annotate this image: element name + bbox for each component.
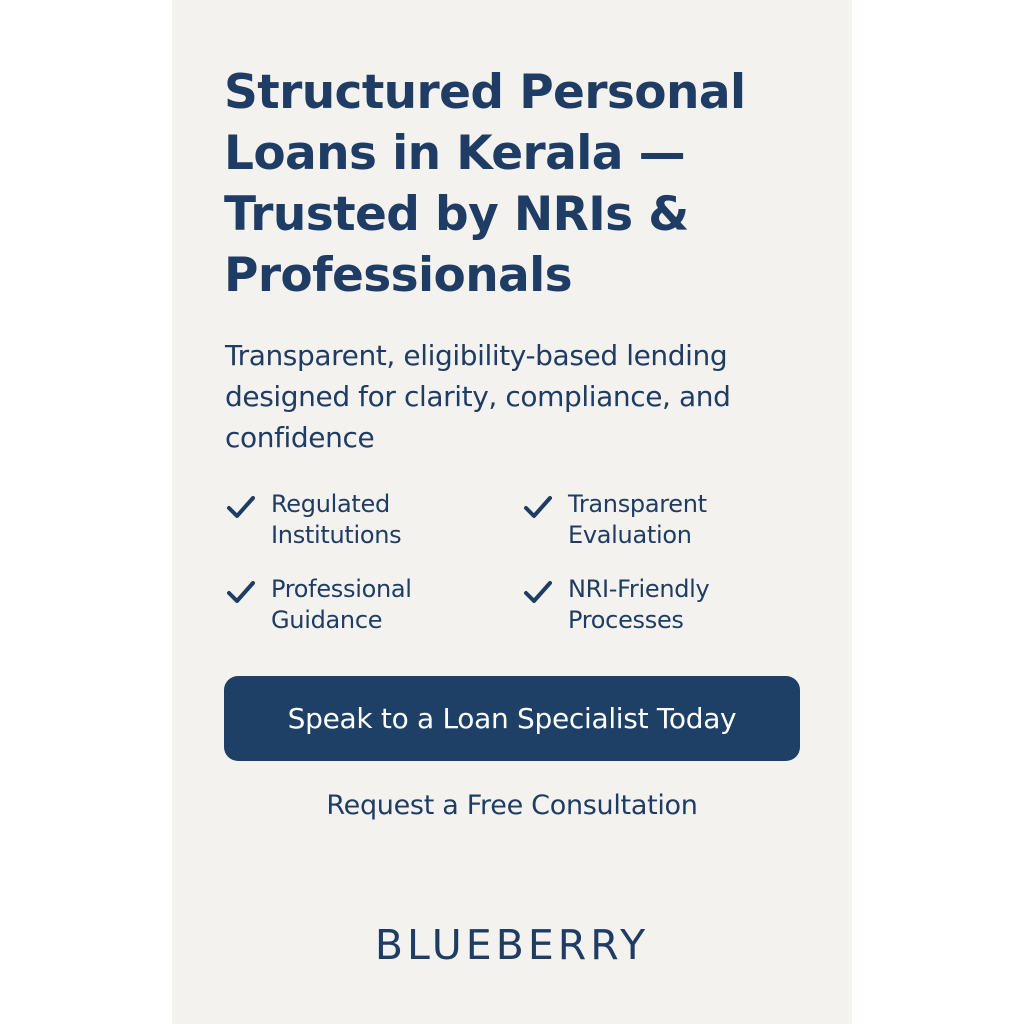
feature-label-line: Institutions [271, 521, 402, 549]
feature-label-line: Processes [568, 606, 684, 634]
feature-professional-guidance [224, 574, 461, 636]
feature-label [271, 489, 461, 551]
subheadline-line: confidence [225, 421, 375, 454]
headline-line: Professionals [224, 248, 573, 303]
headline-line: Loans in Kerala — [224, 126, 686, 181]
subheadline-line: Transparent, eligibility-based lending [225, 339, 728, 372]
feature-label-line: Guidance [271, 606, 383, 634]
feature-label [568, 574, 758, 636]
check-icon [224, 491, 258, 525]
check-icon [521, 491, 555, 525]
feature-label-line: NRI-Friendly [568, 575, 710, 603]
subheadline-line: designed for clarity, compliance, and [225, 380, 731, 413]
feature-regulated-institutions [224, 489, 461, 551]
brand-logo-text: BLUEBERRY [374, 921, 650, 969]
feature-label [568, 489, 758, 551]
feature-transparent-evaluation [521, 489, 758, 551]
speak-to-specialist-button[interactable]: Speak to a Loan Specialist Today [224, 676, 800, 761]
promo-card [172, 0, 852, 1024]
feature-label-line: Professional [271, 575, 412, 603]
feature-label-line: Evaluation [568, 521, 692, 549]
headline-line: Structured Personal [224, 65, 746, 120]
check-icon [521, 576, 555, 610]
feature-label-line: Regulated [271, 490, 390, 518]
headline-line: Trusted by NRIs & [224, 187, 689, 242]
feature-label [271, 574, 461, 636]
request-consultation-link[interactable]: Request a Free Consultation [326, 790, 698, 821]
feature-label-line: Transparent [568, 490, 707, 518]
feature-nri-friendly-processes [521, 574, 758, 636]
subheadline [225, 335, 795, 458]
headline [224, 62, 784, 306]
check-icon [224, 576, 258, 610]
